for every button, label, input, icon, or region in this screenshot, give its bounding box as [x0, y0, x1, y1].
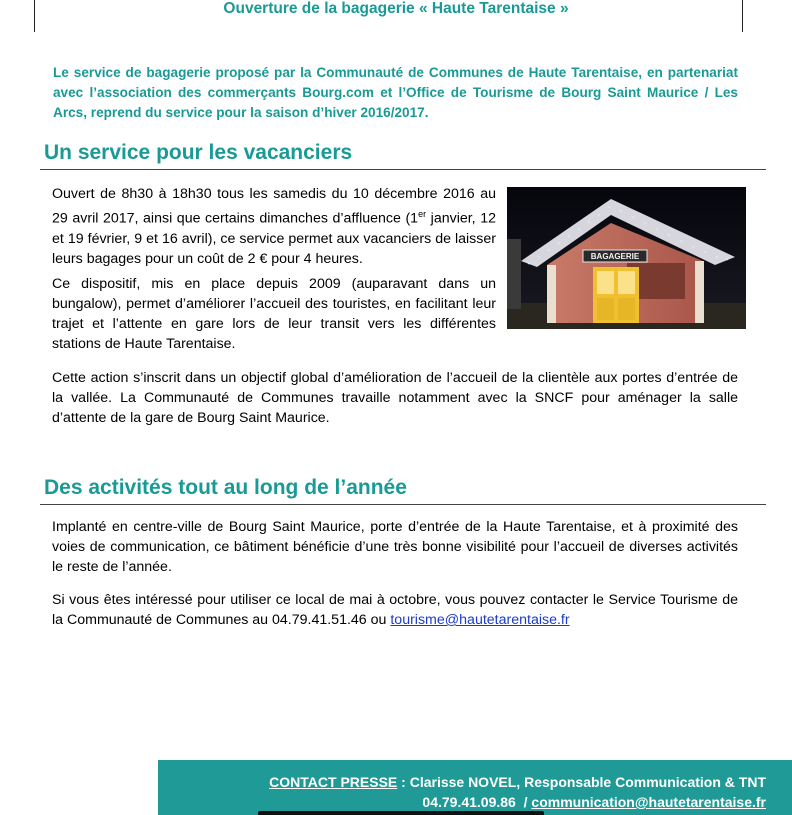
section1-p1-text-a: Ouvert de 8h30 à 18h30 tous les samedis du 10 décembre 2016 au 29 avril 2017, ainsi que certains dimanches d’affluence (1	[52, 186, 496, 227]
section2-paragraph-1: Implanté en centre-ville de Bourg Saint Maurice, porte d’entrée de la Haute Tarentaise, et à proximité des voies de communication, ce bâtiment bénéficie d’une très bonne visibilité pour l’accueil de diverses activités le reste de l’année.	[52, 519, 738, 575]
footer-separator: :	[397, 774, 410, 790]
section1-paragraph-1	[52, 184, 496, 269]
section2-paragraph-2	[52, 590, 738, 630]
footer-contact	[269, 772, 766, 812]
section1-paragraph-2: Ce dispositif, mis en place depuis 2009 (auparavant dans un bungalow), permet d’améliorer l’accueil des touristes, en facilitant leur trajet et l’attente en gare lors de leur transit vers les différentes stations de Haute Tarentaise.	[52, 276, 496, 352]
bagagerie-photo-svg	[507, 187, 746, 329]
section2-p2-text: Si vous êtes intéressé pour utiliser ce local de mai à octobre, vous pouvez contacter le Service Tourisme de la Communauté de Communes au 04.79.41.51.46 ou	[52, 592, 738, 628]
contact-presse-label: CONTACT PRESSE	[269, 774, 398, 790]
section1-heading: Un service pour les vacanciers	[44, 141, 353, 164]
section1-p1-sup: er	[418, 209, 427, 219]
section1-paragraph-3: Cette action s’inscrit dans un objectif global d’amélioration de l’accueil de la clientèle aux portes d’entrée de la vallée. La Communauté de Communes travaille notamment avec la SNCF pour aménager la salle d’attente de la gare de Bourg Saint Maurice.	[52, 370, 738, 426]
footer-contact-band	[158, 760, 792, 815]
contact-email-link[interactable]: communication@hautetarentaise.fr	[531, 794, 766, 810]
tourisme-email-link[interactable]: tourisme@hautetarentaise.fr	[390, 612, 570, 628]
section1-rule	[40, 169, 766, 170]
footer-line-1	[269, 772, 766, 792]
contact-phone: 04.79.41.09.86	[422, 794, 516, 810]
footer-dark-bar	[258, 811, 544, 815]
section2-heading: Des activités tout au long de l’année	[44, 476, 407, 499]
section2-rule	[40, 504, 766, 505]
footer-slash: /	[515, 794, 532, 810]
bagagerie-photo	[507, 187, 746, 329]
intro-paragraph: Le service de bagagerie proposé par la Communauté de Communes de Haute Tarentaise, en partenariat avec l’association des commerçants Bourg.com et l’Office de Tourisme de Bourg Saint Maurice / Les Arcs, reprend du service pour la saison d’hiver 2016/2017.	[53, 65, 738, 120]
page-title: Ouverture de la bagagerie « Haute Tarentaise »	[223, 0, 569, 17]
photo-sign-text: BAGAGERIE	[590, 252, 640, 261]
footer-line-2	[269, 792, 766, 812]
contact-name: Clarisse NOVEL, Responsable Communication & TNT	[409, 774, 766, 790]
section1-p1-text-b: janvier, 12 et 19 février, 9 et 16 avril), ce service permet aux vacanciers de laisser leurs bagages pour un coût de 2 € pour 4 heures.	[52, 210, 496, 267]
